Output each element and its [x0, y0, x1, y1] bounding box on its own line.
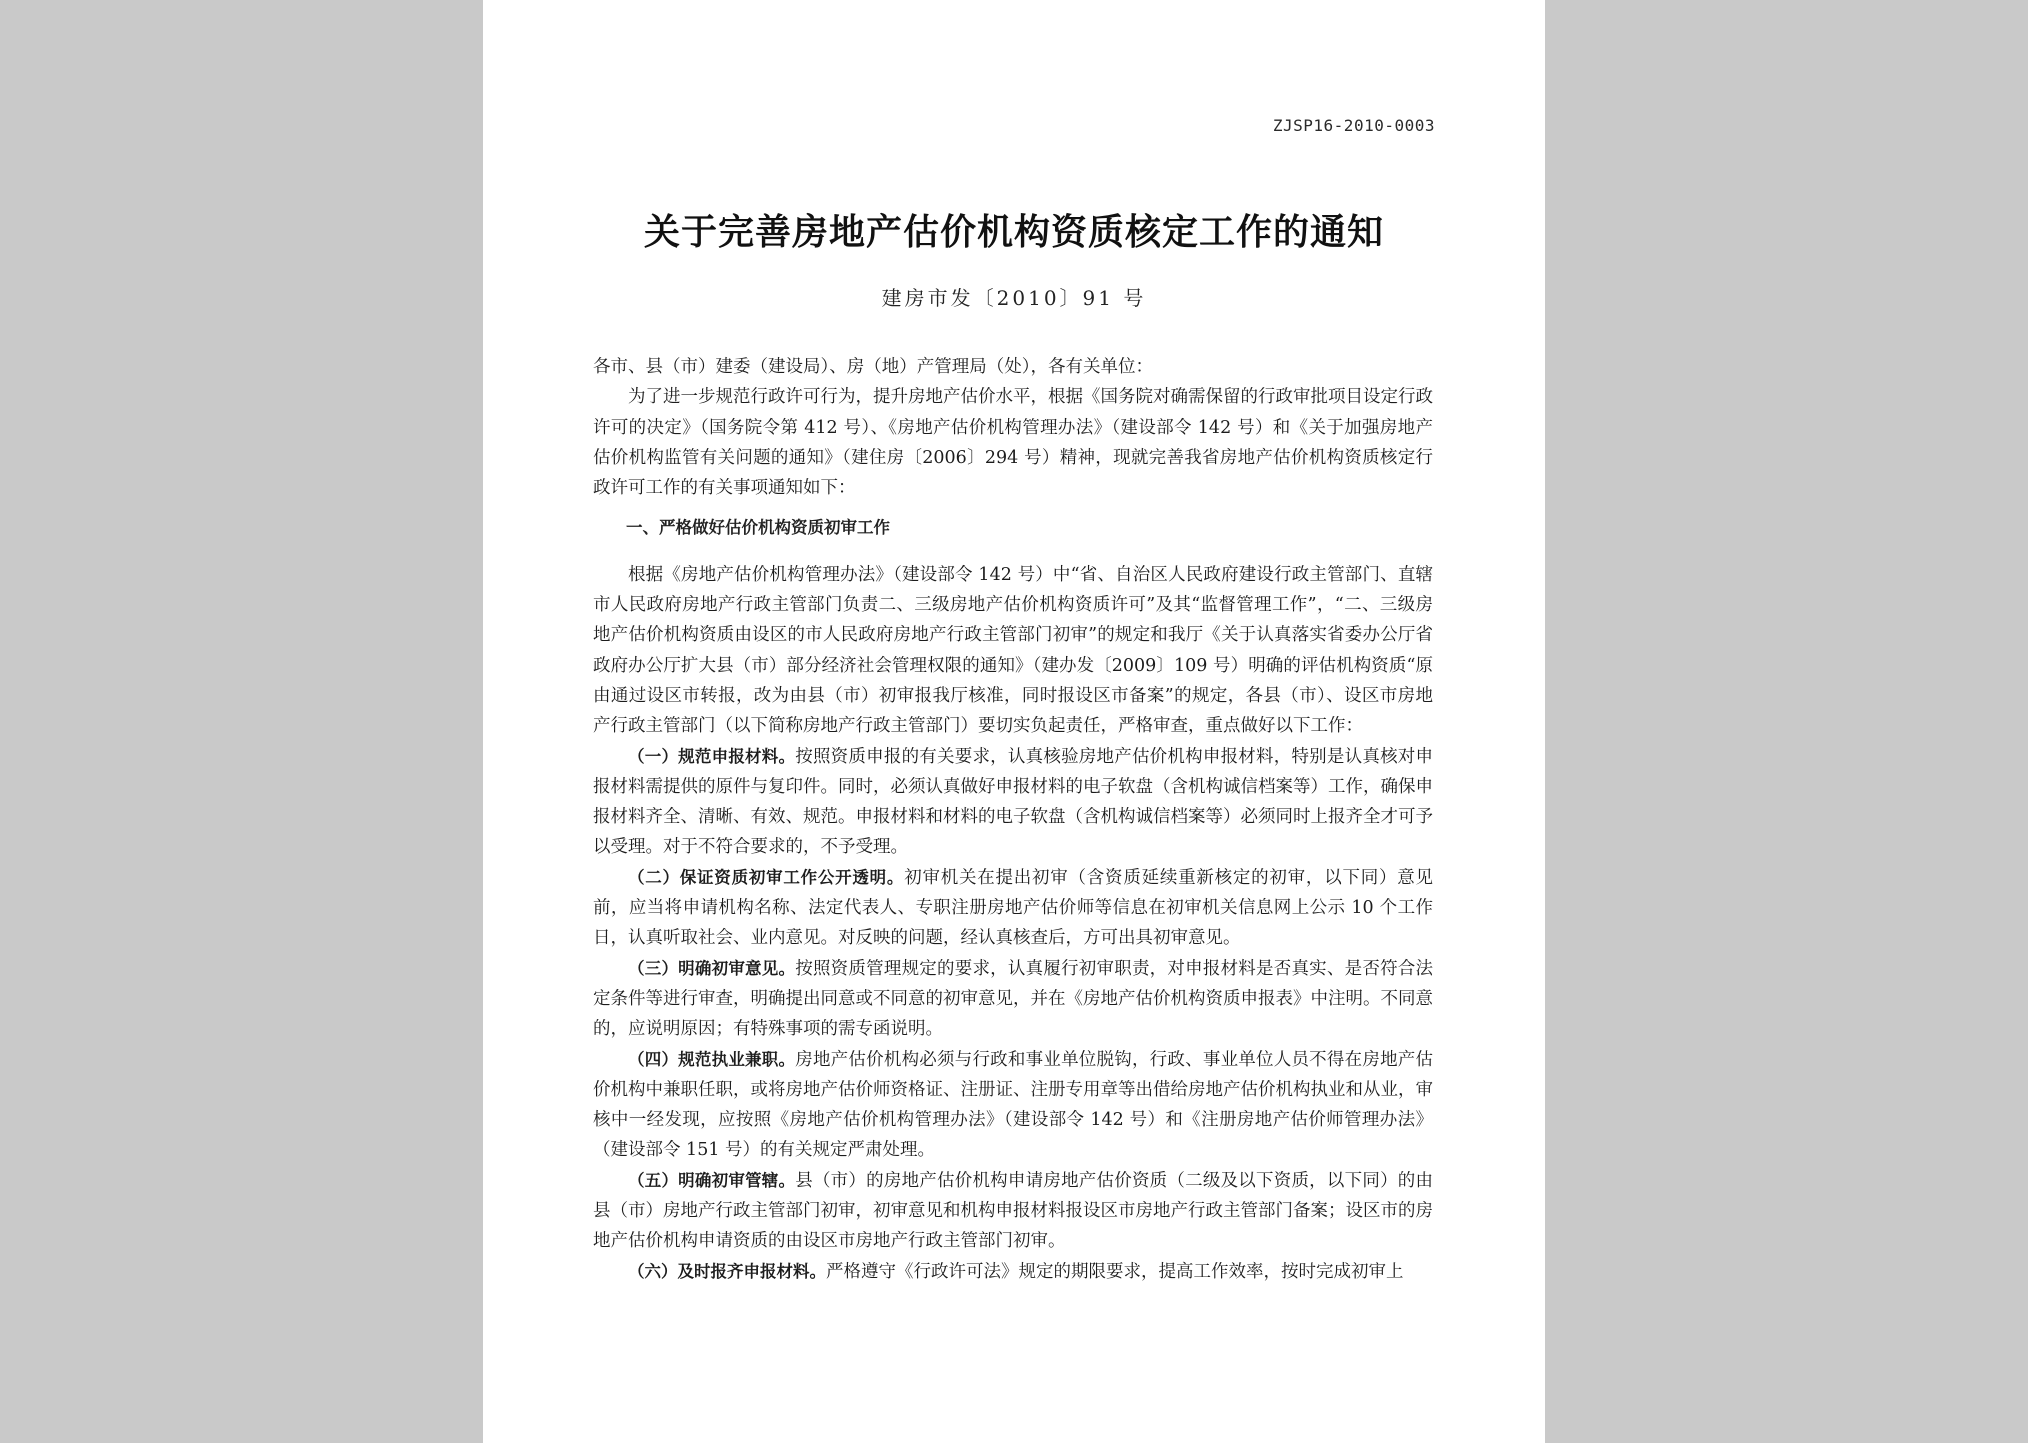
item-text: 严格遵守《行政许可法》规定的期限要求，提高工作效率，按时完成初审上 — [826, 1261, 1404, 1282]
item-heading: （四）规范执业兼职。 — [628, 1049, 796, 1069]
intro-paragraph: 为了进一步规范行政许可行为，提升房地产估价水平，根据《国务院对确需保留的行政审批项目设定行政许可的决定》（国务院令第 412 号）、《房地产估价机构管理办法》（建设部令 142 号）和《关于加强房地产估价机构监管有关问题的通知》（建住房〔2006〕294 号）精神，现就完善我省房地产估价机构资质核定行政许可工作的有关事项通知如下： — [593, 387, 1433, 499]
item-text: 初审机关在提出初审（含资质延续重新核定的初审，以下同）意见前，应当将申请机构名称、法定代表人、专职注册房地产估价师等信息在初审机关信息网上公示 10 个工作日，认真听取社会、业内意见。对反映的问题，经认真核查后，方可出具初审意见。 — [593, 867, 1434, 949]
item-paragraph — [593, 1166, 1433, 1257]
item-heading: （二）保证资质初审工作公开透明。 — [628, 867, 905, 887]
item-paragraph — [593, 1257, 1433, 1287]
document-title: 关于完善房地产估价机构资质核定工作的通知 — [643, 211, 1384, 253]
item-paragraph — [593, 863, 1433, 954]
section-1-paragraph: 根据《房地产估价机构管理办法》（建设部令 142 号）中“省、自治区人民政府建设行政主管部门、直辖市人民政府房地产行政主管部门负责二、三级房地产估价机构资质许可”及其“监督管理工作”，“二、三级房地产估价机构资质由设区的市人民政府房地产行政主管部门初审”的规定和我厅《关于认真落实省委办公厅省政府办公厅扩大县（市）部分经济社会管理权限的通知》（建办发〔2009〕109 号）明确的评估机构资质“原由通过设区市转报，改为由县（市）初审报我厅核准，同时报设区市备案”的规定，各县（市）、设区市房地产行政主管部门（以下简称房地产行政主管部门）要切实负起责任，严格审查，重点做好以下工作： — [593, 564, 1433, 737]
item-text: 房地产估价机构必须与行政和事业单位脱钩，行政、事业单位人员不得在房地产估价机构中兼职任职，或将房地产估价师资格证、注册证、注册专用章等出借给房地产估价机构执业和从业，审核中一经发现，应按照《房地产估价机构管理办法》（建设部令 142 号）和《注册房地产估价师管理办法》（建设部令 151 号）的有关规定严肃处理。 — [593, 1049, 1434, 1161]
item-heading: （一）规范申报材料。 — [628, 746, 796, 766]
item-heading: （五）明确初审管辖。 — [628, 1170, 796, 1190]
item-text: 按照资质申报的有关要求，认真核验房地产估价机构申报材料，特别是认真核对申报材料需提供的原件与复印件。同时，必须认真做好申报材料的电子软盘（含机构诚信档案等）工作，确保申报材料齐全、清晰、有效、规范。申报材料和材料的电子软盘（含机构诚信档案等）必须同时上报齐全才可予以受理。对于不符合要求的，不予受理。 — [593, 746, 1434, 858]
item-paragraph — [593, 742, 1433, 863]
document-number: 建房市发〔2010〕91 号 — [881, 286, 1147, 310]
item-text: 县（市）的房地产估价机构申请房地产估价资质（二级及以下资质，以下同）的由县（市）房地产行政主管部门初审，初审意见和机构申报材料报设区市房地产行政主管部门备案；设区市的房地产估价机构申请资质的由设区市房地产行政主管部门初审。 — [593, 1170, 1434, 1252]
item-heading: （六）及时报齐申报材料。 — [628, 1261, 826, 1281]
item-paragraph — [593, 954, 1433, 1045]
section-1-heading: 一、严格做好估价机构资质初审工作 — [626, 518, 890, 538]
document-page — [483, 0, 1545, 1443]
item-heading: （三）明确初审意见。 — [628, 958, 796, 978]
item-text: 按照资质管理规定的要求，认真履行初审职责，对申报材料是否真实、是否符合法定条件等进行审查，明确提出同意或不同意的初审意见，并在《房地产估价机构资质申报表》中注明。不同意的，应说明原因；有特殊事项的需专函说明。 — [593, 958, 1434, 1040]
document-code: ZJSP16-2010-0003 — [1272, 116, 1435, 135]
document-body — [593, 352, 1433, 1287]
item-paragraph — [593, 1045, 1433, 1166]
salutation: 各市、县（市）建委（建设局）、房（地）产管理局（处），各有关单位： — [593, 357, 1153, 377]
